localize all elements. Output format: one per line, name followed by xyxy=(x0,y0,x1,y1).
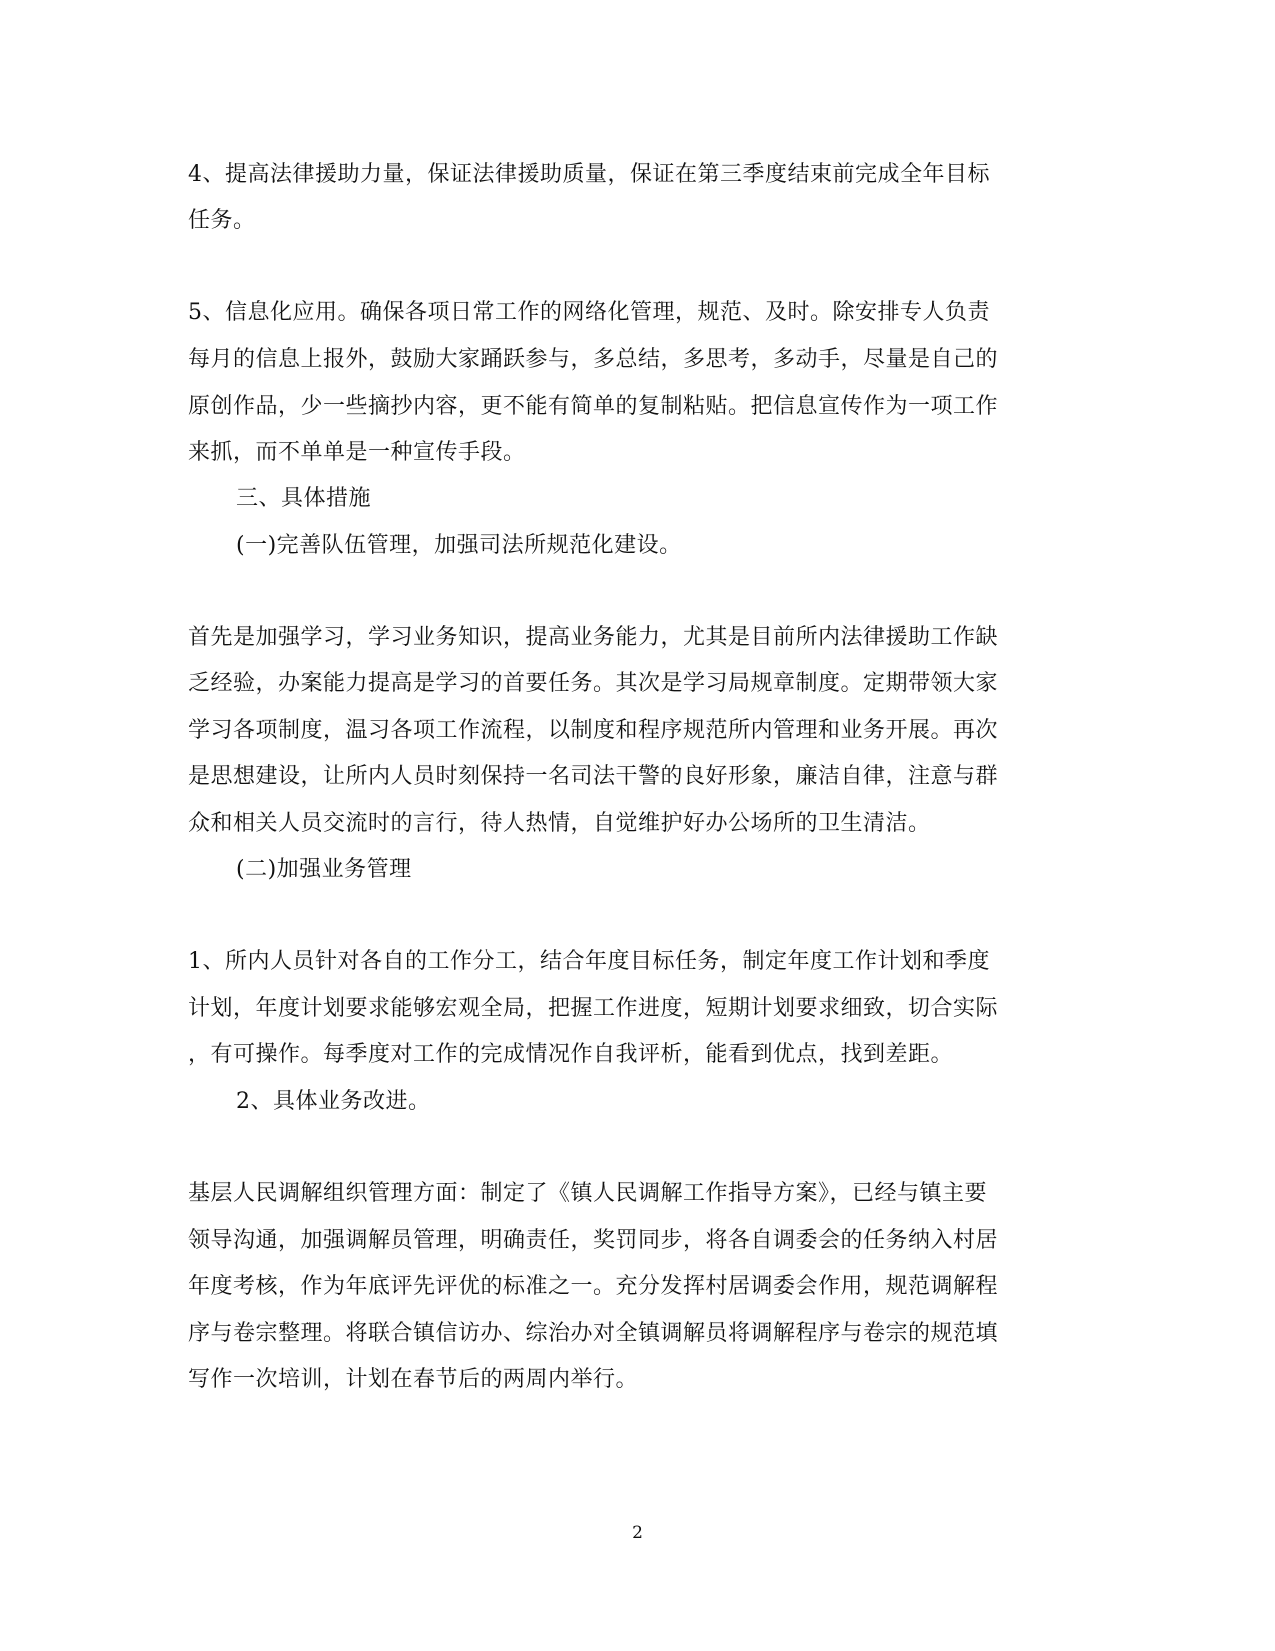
subsection-heading: (一)完善队伍管理，加强司法所规范化建设。 xyxy=(236,533,682,558)
text-line: 是思想建设，让所内人员时刻保持一名司法干警的良好形象，廉洁自律，注意与群 xyxy=(188,764,999,789)
list-item-heading: 2、具体业务改进。 xyxy=(236,1089,431,1114)
text-line: 基层人民调解组织管理方面：制定了《镇人民调解工作指导方案》，已经与镇主要 xyxy=(188,1181,988,1206)
text-line: 序与卷宗整理。将联合镇信访办、综治办对全镇调解员将调解程序与卷宗的规范填 xyxy=(188,1321,999,1346)
text-line: 学习各项制度，温习各项工作流程，以制度和程序规范所内管理和业务开展。再次 xyxy=(188,718,999,743)
text-line: 来抓，而不单单是一种宣传手段。 xyxy=(188,440,526,465)
subsection-heading: (二)加强业务管理 xyxy=(236,857,412,882)
text-line: 原创作品，少一些摘抄内容，更不能有简单的复制粘贴。把信息宣传作为一项工作 xyxy=(188,394,999,419)
text-line: 乏经验，办案能力提高是学习的首要任务。其次是学习局规章制度。定期带领大家 xyxy=(188,671,999,696)
text-line: 年度考核，作为年底评先评优的标准之一。充分发挥村居调委会作用，规范调解程 xyxy=(188,1274,999,1299)
text-line: 领导沟通，加强调解员管理，明确责任，奖罚同步，将各自调委会的任务纳入村居 xyxy=(188,1228,999,1253)
text-line: 每月的信息上报外，鼓励大家踊跃参与，多总结，多思考，多动手，尽量是自己的 xyxy=(188,347,999,372)
page-number: 2 xyxy=(632,1523,643,1543)
text-line: 任务。 xyxy=(188,208,256,233)
text-line: 1、所内人员针对各自的工作分工，结合年度目标任务，制定年度工作计划和季度 xyxy=(188,949,990,974)
text-line: 众和相关人员交流时的言行，待人热情，自觉维护好办公场所的卫生清洁。 xyxy=(188,811,931,836)
text-line: 5、信息化应用。确保各项日常工作的网络化管理，规范、及时。除安排专人负责 xyxy=(188,300,990,325)
text-line: 4、提高法律援助力量，保证法律援助质量，保证在第三季度结束前完成全年目标 xyxy=(188,162,990,187)
text-line: 首先是加强学习，学习业务知识，提高业务能力，尤其是目前所内法律援助工作缺 xyxy=(188,625,999,650)
text-line: 计划，年度计划要求能够宏观全局，把握工作进度，短期计划要求细致，切合实际 xyxy=(188,996,999,1021)
text-line: ，有可操作。每季度对工作的完成情况作自我评析，能看到优点，找到差距。 xyxy=(188,1042,954,1067)
section-heading: 三、具体措施 xyxy=(236,486,372,511)
text-line: 写作一次培训，计划在春节后的两周内举行。 xyxy=(188,1367,639,1392)
